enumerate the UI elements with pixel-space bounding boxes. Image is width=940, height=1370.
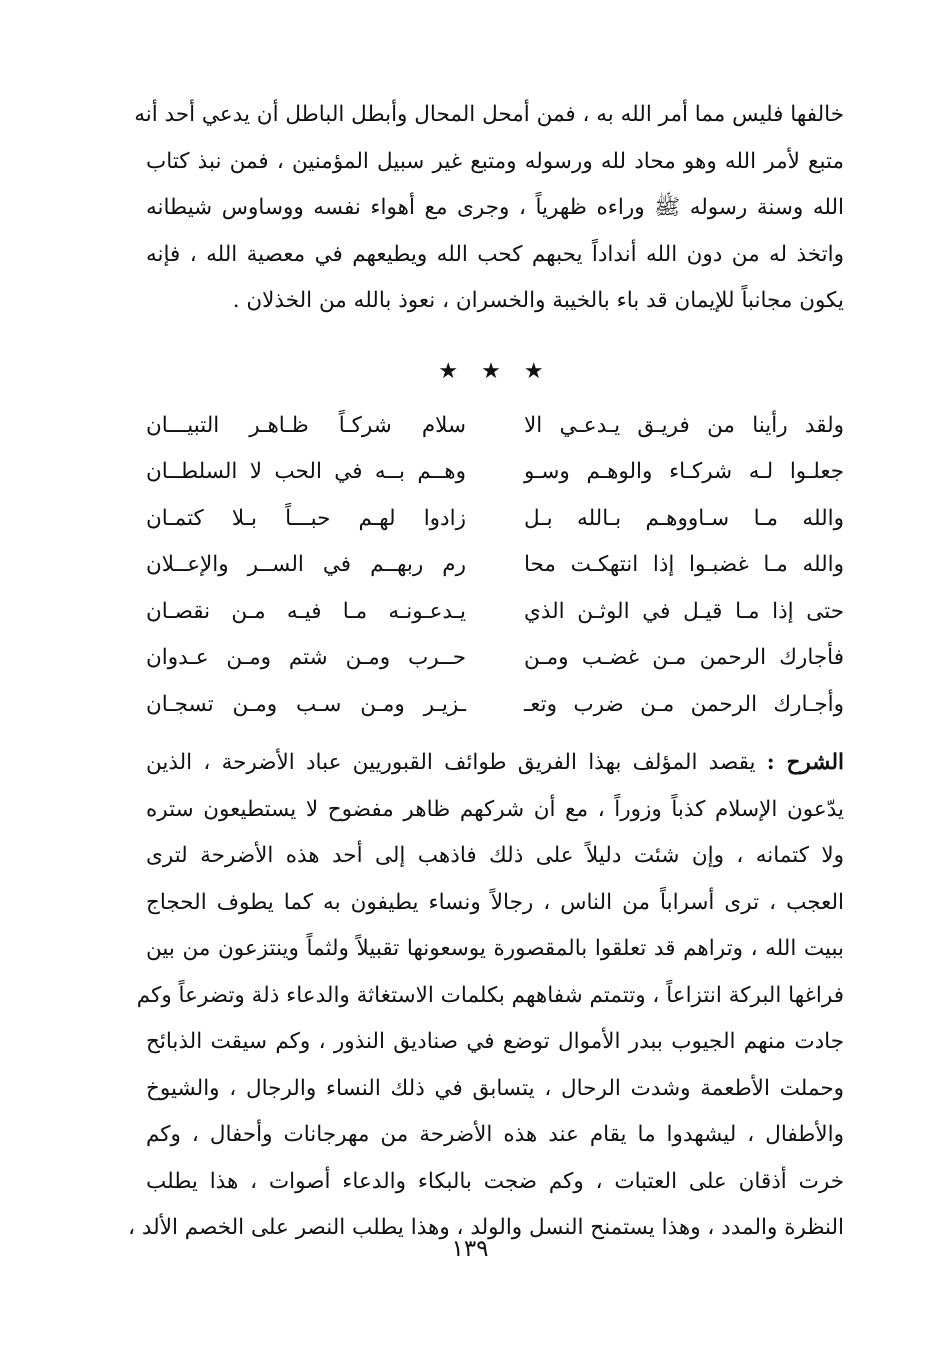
commentary-line: خرت أذقان على العتبات ، وكم ضجت بالبكاء والدعاء أصوات ، هذا يطلب (146, 1168, 844, 1194)
poem-verse (146, 496, 844, 543)
commentary-line-text: يقصد المؤلف بهذا الفريق طوائف القبوريين عباد الأضرحة ، الذين (146, 750, 767, 775)
poem-verse (146, 542, 844, 589)
verse-first-hemistich: ولقد رأينا من فريـق يـدعـي الا (524, 412, 844, 438)
verse-second-hemistich: وهــم بــه في الحب لا السلطــان (146, 459, 466, 484)
intro-line: الله وسنة رسوله ﷺ وراءه ظهرياً ، وجرى مع أهواء نفسه ووساوس شيطانه (146, 195, 844, 220)
commentary-line: والأطفال ، ليشهدوا ما يقام عند هذه الأضرحة من مهرجانات وأحفال ، وكم (146, 1122, 844, 1147)
commentary-line: العجب ، ترى أسراباً من الناس ، رجالاً ونساء يطيفون به كما يطوف الحجاج (146, 889, 844, 915)
verse-first-hemistich: وأجـارك الرحمن مـن ضرب وتعـ (524, 691, 844, 717)
intro-line: خالفها فليس مما أمر الله به ، فمن أمحل المحال وأبطل الباطل أن يدعي أحد أنه (134, 102, 844, 127)
verse-first-hemistich: والله مـا غضبـوا إذا انتهكـت محا (524, 552, 844, 577)
commentary-line: النظرة والمدد ، وهذا يستمنح النسل والولد ، وهذا يطلب النصر على الخصم الألد ، (128, 1215, 844, 1240)
poem-verse (146, 589, 844, 636)
commentary-line: ولا كتمانه ، وإن شئت دليلاً على ذلك فاذهب إلى أحد هذه الأضرحة لترى (146, 843, 844, 868)
commentary-line: فراغها البركة انتزاعاً ، وتتمتم شفاههم بكلمات الاستغاثة والدعاء ذلة وتضرعاً وكم (136, 982, 844, 1008)
verse-first-hemistich: فأجارك الرحمن مـن غضـب ومـن (524, 645, 844, 670)
commentary-label: الشرح : (766, 750, 844, 775)
poem-verse (146, 682, 844, 729)
intro-line: متبع لأمر الله وهو محاد لله ورسوله ومتبع غير سبيل المؤمنين ، فمن نبذ كتاب (146, 148, 844, 174)
verse-second-hemistich: يـدعـونـه مـا فيـه مـن نقصـان (146, 598, 466, 624)
commentary-line: وحملت الأطعمة وشدت الرحال ، يتسابق في ذلك النساء والرجال ، والشيوخ (146, 1075, 844, 1101)
verse-second-hemistich: سلام شركـاً ظـاهـر التبيـــان (146, 412, 466, 438)
verse-second-hemistich: رم ربهــم في الســر والإعــلان (146, 552, 466, 577)
intro-paragraph (134, 92, 844, 325)
poem (146, 403, 844, 729)
commentary-line: يدّعون الإسلام كذباً وزوراً ، مع أن شركهم ظاهر مفضوح لا يستطيعون ستره (146, 796, 844, 822)
verse-first-hemistich: جعلـوا لـه شركـاء والوهـم وسـو (524, 459, 844, 484)
verse-second-hemistich: ـزيـر ومـن سـب ومـن تسجـان (146, 691, 466, 717)
intro-line: واتخذ له من دون الله أنداداً يحبهم كحب الله ويطيعهم في معصية الله ، فإنه (146, 241, 844, 267)
commentary-line: ببيت الله ، وتراهم قد تعلقوا بالمقصورة يوسعونها تقبيلاً ولثماً وينتزعون من بين (146, 936, 844, 961)
verse-first-hemistich: حتى إذا مـا قيـل في الوثـن الذي (524, 598, 844, 624)
intro-line: يكون مجانباً للإيمان قد باء بالخيبة والخسران ، نعوذ بالله من الخذلان . (232, 288, 844, 313)
verse-first-hemistich: والله مـا سـاووهـم بـالله بـل (524, 505, 844, 531)
commentary-line (146, 740, 844, 787)
page-body (128, 92, 844, 1252)
commentary-line: جادت منهم الجيوب ببدر الأموال توضع في صناديق النذور ، وكم سيقت الذبائح (146, 1029, 844, 1054)
page-number: ١٣٩ (451, 1236, 489, 1262)
commentary-paragraph (128, 740, 844, 1252)
section-separator: ★ ★ ★ (438, 358, 552, 384)
poem-verse (146, 449, 844, 496)
poem-verse (146, 635, 844, 682)
poem-verse (146, 403, 844, 450)
verse-second-hemistich: حــرب ومـن شتم ومـن عـدوان (146, 645, 466, 670)
verse-second-hemistich: زادوا لهـم حبـــاً بـلا كتمـان (146, 505, 466, 531)
